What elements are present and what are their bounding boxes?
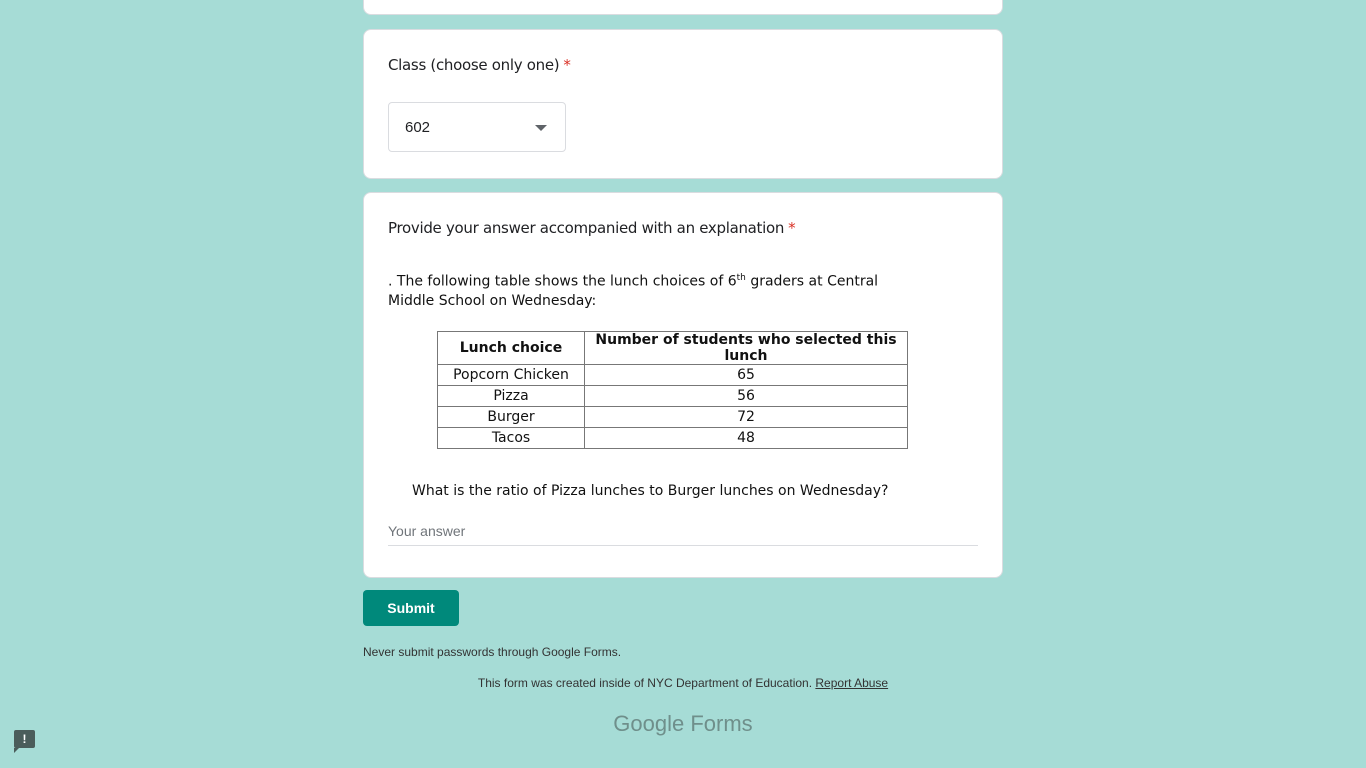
table-cell: 56 — [585, 385, 908, 406]
report-abuse-link[interactable]: Report Abuse — [815, 676, 889, 690]
lunch-table — [437, 331, 908, 449]
table-cell: 48 — [585, 427, 908, 448]
question-title — [388, 56, 571, 74]
table-cell: 72 — [585, 406, 908, 427]
required-asterisk: * — [563, 56, 571, 74]
table-row — [438, 364, 908, 385]
feedback-icon[interactable]: ! — [14, 730, 35, 748]
question-intro — [388, 269, 928, 311]
intro-superscript: th — [736, 273, 746, 283]
table-cell: Pizza — [438, 385, 585, 406]
required-asterisk: * — [788, 219, 796, 237]
table-header-row — [438, 331, 908, 364]
ratio-question: What is the ratio of Pizza lunches to Burger lunches on Wednesday? — [412, 482, 889, 499]
question-title-text: Provide your answer accompanied with an explanation — [388, 219, 785, 237]
table-cell: Burger — [438, 406, 585, 427]
dropdown-selected-value: 602 — [405, 118, 431, 136]
table-cell: Tacos — [438, 427, 585, 448]
created-note-text: This form was created inside of NYC Department of Education. — [477, 676, 813, 690]
answer-input[interactable] — [388, 523, 978, 546]
table-header: Number of students who selected this lunch — [585, 331, 908, 364]
question-title-text: Class (choose only one) — [388, 56, 560, 74]
table-row — [438, 427, 908, 448]
table-cell: Popcorn Chicken — [438, 364, 585, 385]
intro-text-rest: graders at Central Middle School on Wednesday: — [388, 273, 879, 309]
question-image — [388, 269, 928, 499]
previous-question-card — [363, 0, 1003, 15]
intro-text: . The following table shows the lunch choices of 6 — [388, 273, 737, 290]
table-header: Lunch choice — [438, 331, 585, 364]
google-forms-logo[interactable]: Google Forms — [613, 711, 753, 736]
table-row — [438, 385, 908, 406]
dropdown-arrow-icon — [535, 125, 547, 131]
answer-question-card — [363, 192, 1003, 578]
class-question-card — [363, 29, 1003, 179]
table-cell: 65 — [585, 364, 908, 385]
password-warning: Never submit passwords through Google Forms. — [363, 645, 622, 659]
created-note — [363, 676, 1003, 690]
table-row — [438, 406, 908, 427]
submit-button[interactable]: Submit — [363, 590, 459, 626]
question-title — [388, 219, 795, 237]
class-dropdown[interactable] — [388, 102, 566, 152]
